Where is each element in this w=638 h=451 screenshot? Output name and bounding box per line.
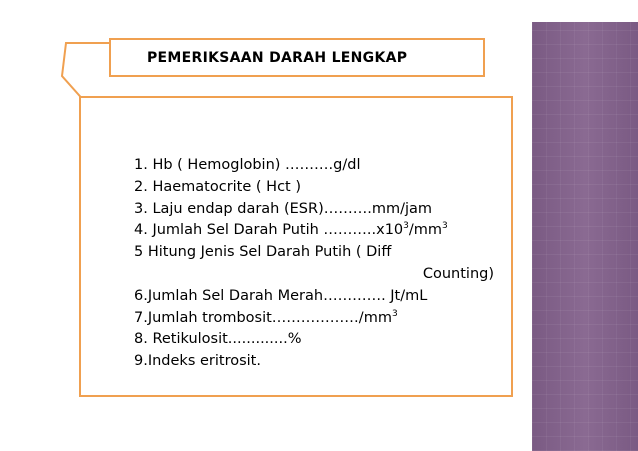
list-item-continuation: Counting) xyxy=(422,265,494,282)
list-item: 4. Jumlah Sel Darah Putih $\dots\dots\dots..x10^3/mm^3$ xyxy=(134,221,448,239)
list-item: 9.Indeks eritrosit. xyxy=(134,353,261,370)
title-box xyxy=(109,38,485,77)
list-item: 7.Jumlah $trombosit\dots\dots\dots\dots\dots\dots/mm^3$ xyxy=(134,308,398,326)
content-box xyxy=(79,96,513,397)
list-item: 3. Laju endap darah (ESR)……….mm/jam xyxy=(134,200,433,217)
list-item: 1. Hb ( Hemoglobin) ……….g/dl xyxy=(134,157,361,173)
slide-title: PEMERIKSAAN DARAH LENGKAP xyxy=(147,49,408,66)
test-list xyxy=(134,155,494,373)
list-item: 6.Jumlah Sel Darah Merah…………. Jt/mL xyxy=(134,287,428,304)
list-item: 5 Hitung Jenis Sel Darah Putih ( Diff xyxy=(134,244,392,261)
list-item: 2. Haematocrite ( Hct ) xyxy=(134,178,301,195)
list-item: 8. Retikulosit.............% xyxy=(134,331,302,348)
